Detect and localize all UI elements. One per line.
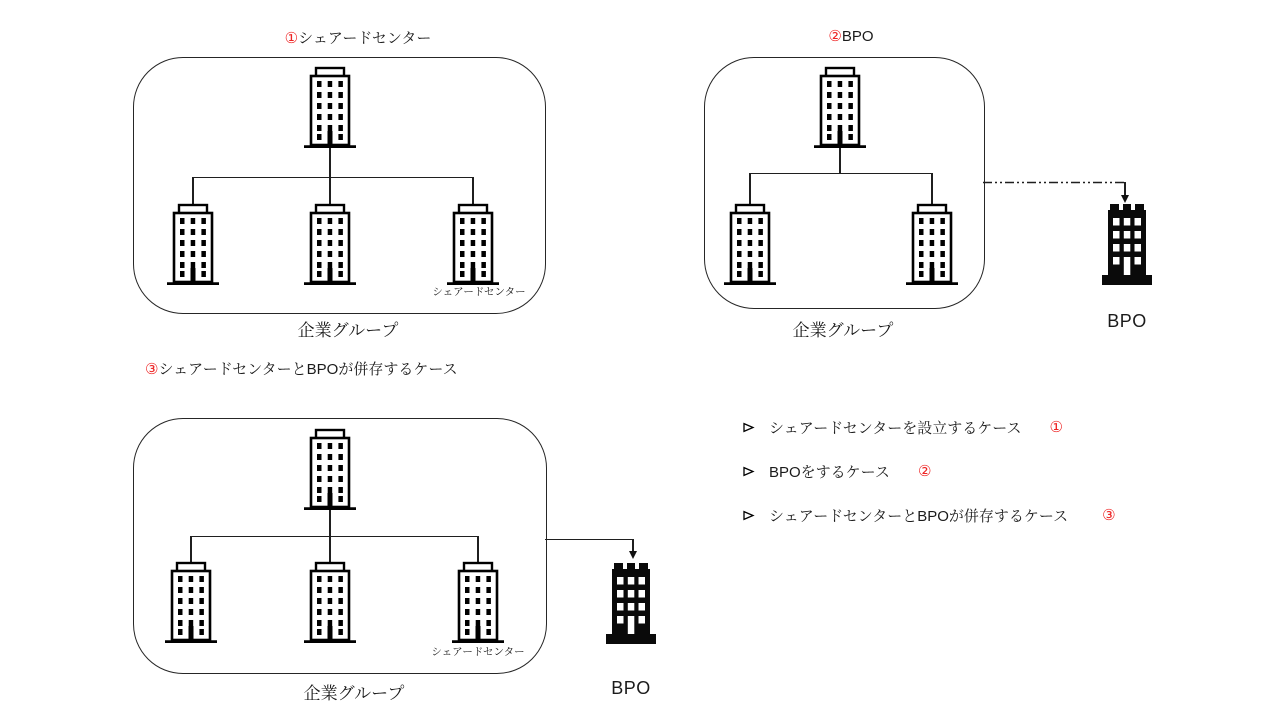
case3-title [145,358,458,379]
case3-outsourcing-line [545,539,633,540]
case3-bpo-label: BPO [611,678,651,698]
case3-group-label: 企業グループ [303,684,405,703]
case2-arrow-stem [1124,182,1125,196]
case3-drop-right [477,536,478,563]
case3-connector-parent [329,508,330,537]
case3-shared-center-label: シェアードセンター [431,646,525,658]
arrowhead-bullet-icon [742,421,755,434]
case1-title-text: シェアードセンター [298,30,432,47]
case2-group-label: 企業グループ [792,321,894,340]
case-list-item-3 [742,505,1116,525]
case-list-item-label: シェアードセンターとBPOが併存するケース [769,507,1069,525]
case3-subsidiary-building-icon [304,561,356,645]
case-list-item-number: ① [1049,419,1063,436]
case-list-item-label: シェアードセンターを設立するケース [769,419,1022,437]
case2-subsidiary-building-icon [724,203,776,287]
case1-connector-parent [329,147,330,178]
case1-drop-middle [329,177,330,204]
arrowhead-bullet-icon [742,465,755,478]
case1-shared-center-label: シェアードセンター [432,286,526,298]
case3-drop-left [190,536,191,563]
case3-branch-line [191,536,479,537]
case2-hq-building-icon [814,66,866,150]
case1-group-label: 企業グループ [297,321,399,340]
case3-drop-middle [329,536,330,563]
case-list-item-2 [742,461,1116,481]
case1-title-number: ① [284,30,299,47]
case3-title-text: シェアードセンターとBPOが併存するケース [158,361,458,378]
case-list-item-label: BPOをするケース [769,463,890,481]
case3-arrow-down-icon [629,551,637,559]
case2-drop-left [749,173,750,204]
case2-connector-parent [839,147,840,174]
case-list-item-number: ③ [1102,507,1116,524]
case3-hq-building-icon [304,428,356,512]
case2-title [828,27,873,45]
case-list-item-1 [742,417,1116,437]
case1-subsidiary-building-icon [304,203,356,287]
case3-shared-center-building-icon [452,561,504,645]
case2-outsourcing-dashdot-line [983,181,1126,185]
case2-bpo-label: BPO [1107,311,1147,331]
case1-hq-building-icon [304,66,356,150]
case1-title [285,27,432,48]
case1-shared-center-building-icon [447,203,499,287]
case3-subsidiary-building-icon [165,561,217,645]
case1-drop-right [472,177,473,204]
case2-title-text: BPO [841,28,874,45]
case2-subsidiary-building-icon [906,203,958,287]
case-list-item-number: ② [917,463,932,480]
arrowhead-bullet-icon [742,509,755,522]
case2-branch-line [750,173,933,174]
case-list [742,417,1116,549]
case1-drop-left [192,177,193,204]
case2-title-number: ② [828,28,842,45]
case3-title-number: ③ [145,361,159,378]
case2-bpo-building-icon [1099,202,1155,286]
case1-subsidiary-building-icon [167,203,219,287]
case3-bpo-building-icon [603,561,659,645]
case1-branch-line [193,177,474,178]
case2-drop-right [931,173,932,204]
